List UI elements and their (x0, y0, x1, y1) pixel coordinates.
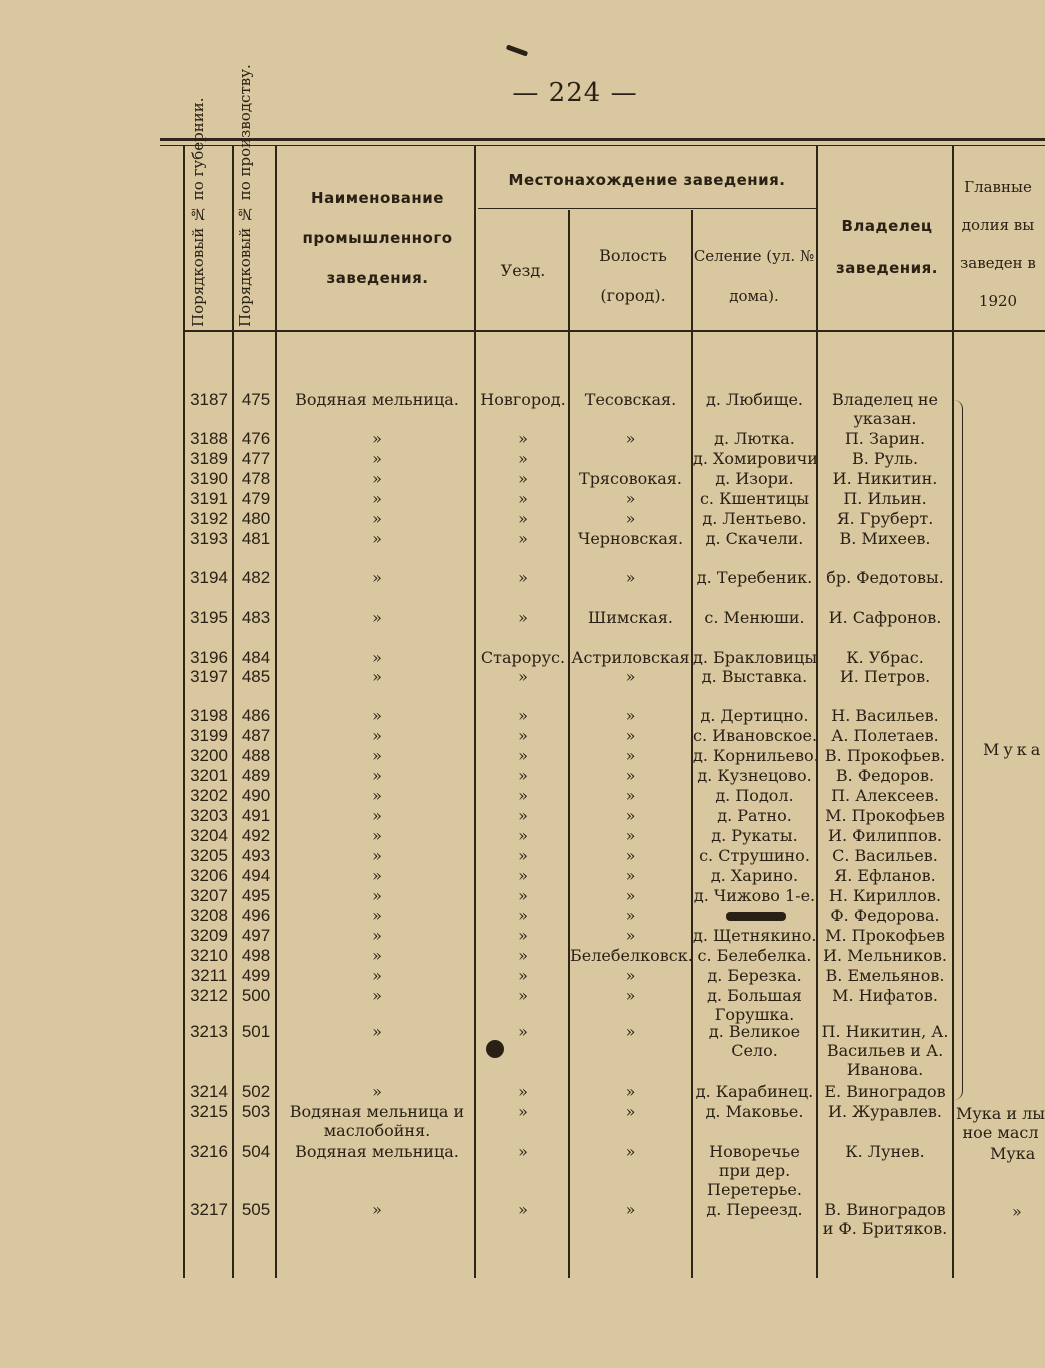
cell-prod: 487 (241, 726, 271, 745)
cell-prod: 496 (241, 906, 271, 925)
cell-gub: 3187 (190, 390, 228, 409)
header-col-name: Наименование промышленного заведения. (302, 189, 453, 287)
cell-selenie: д. Подол. (715, 786, 794, 805)
cell-name: Водяная мельница и маслобойня. (289, 1102, 465, 1140)
cell-volost: » (625, 846, 636, 865)
cell-uezd: » (518, 966, 528, 985)
cell-volost: » (625, 706, 636, 725)
cell-selenie: д. Бракловицы (693, 648, 818, 667)
cell-uezd: » (518, 946, 528, 965)
cell-prod: 502 (241, 1082, 271, 1101)
cell-selenie: д. Хомировичи (693, 449, 818, 468)
cell-gub: 3192 (190, 509, 228, 528)
cell-owner: И. Сафронов. (828, 608, 942, 627)
cell-selenie: д. Чижово 1-е. (693, 886, 816, 905)
cell-volost: Тесовская. (584, 390, 677, 409)
cell-gub: 3189 (190, 449, 228, 468)
cell-owner: Владелец не указан. (832, 390, 938, 428)
cell-prod: 483 (241, 608, 271, 627)
cell-gub: 3201 (190, 766, 228, 785)
cell-name: » (372, 568, 382, 587)
cell-name: » (372, 429, 382, 448)
cell-gub: 3208 (190, 906, 228, 925)
cell-selenie: с. Белебелка. (697, 946, 812, 965)
cell-name: » (372, 1082, 382, 1101)
ink-mark (506, 44, 528, 56)
cell-owner: И. Журавлев. (827, 1102, 943, 1121)
cell-selenie: д. Изори. (715, 469, 794, 488)
cell-owner: Ф. Федорова. (830, 906, 940, 925)
header-col-location: Местонахождение заведения. (508, 171, 786, 189)
cell-name: » (372, 726, 382, 745)
cell-prod: 484 (241, 648, 271, 667)
cell-name: » (372, 826, 382, 845)
cell-uezd: » (518, 746, 528, 765)
cell-gub: 3194 (190, 568, 228, 587)
cell-volost: Черновская. (577, 529, 684, 548)
cell-selenie: д. Лентьево. (702, 509, 807, 528)
cell-uezd: » (518, 786, 528, 805)
cell-prod: 482 (241, 568, 271, 587)
cell-name: » (372, 846, 382, 865)
cell-volost: » (625, 1022, 636, 1041)
cell-name: » (372, 469, 382, 488)
cell-gub: 3210 (190, 946, 228, 965)
cell-owner: Н. Васильев. (831, 706, 939, 725)
cell-owner: И. Никитин. (832, 469, 938, 488)
cell-owner: бр. Федотовы. (826, 568, 944, 587)
cell-owner: В. Прокофьев. (824, 746, 946, 765)
cell-volost: » (625, 1142, 636, 1161)
cell-name: » (372, 706, 382, 725)
cell-uezd: » (518, 429, 528, 448)
header-col-owner: Владелец заведения. (836, 217, 938, 277)
cell-selenie: д. Корнильево. (693, 746, 819, 765)
cell-volost: » (625, 726, 636, 745)
cell-selenie: д. Теребеник. (696, 568, 813, 587)
cell-name: » (372, 746, 382, 765)
top-rule-2 (160, 145, 1045, 146)
cell-uezd: » (518, 846, 528, 865)
cell-name: » (372, 926, 382, 945)
cell-gub: 3209 (190, 926, 228, 945)
cell-owner: Я. Ефланов. (834, 866, 936, 885)
cell-uezd: » (518, 608, 528, 627)
cell-gub: 3203 (190, 806, 228, 825)
cell-gub: 3199 (190, 726, 228, 745)
cell-selenie: д. Кузнецово. (697, 766, 812, 785)
cell-selenie: д. Ратно. (717, 806, 792, 825)
ink-spot (486, 1040, 504, 1058)
cell-selenie: с. Менюши. (704, 608, 805, 627)
cell-name: » (372, 608, 382, 627)
cell-uezd: » (518, 449, 528, 468)
products-group-main: Мука (983, 740, 1045, 759)
cell-name: » (372, 946, 382, 965)
cell-gub: 3191 (190, 489, 228, 508)
cell-uezd: » (518, 826, 528, 845)
cell-volost: » (625, 886, 636, 905)
cell-selenie: д. Большая Горушка. (707, 986, 802, 1024)
products-row-3217: » (1012, 1202, 1022, 1221)
cell-name: » (372, 966, 382, 985)
cell-name: » (372, 509, 382, 528)
cell-selenie: с. Кшентицы (699, 489, 810, 508)
cell-gub: 3207 (190, 886, 228, 905)
cell-selenie: д. Рукаты. (711, 826, 798, 845)
header-col-selenie: Селение (ул. № дома). (693, 247, 815, 305)
cell-prod: 488 (241, 746, 271, 765)
cell-volost: » (625, 429, 636, 448)
cell-uezd: Старорус. (480, 648, 566, 667)
cell-gub: 3200 (190, 746, 228, 765)
cell-name: » (372, 449, 382, 468)
cell-owner: Е. Виноградов (824, 1082, 946, 1101)
cell-uezd: » (518, 726, 528, 745)
cell-uezd: » (518, 886, 528, 905)
cell-prod: 491 (241, 806, 271, 825)
cell-volost: » (625, 1102, 636, 1121)
cell-owner: М. Прокофьев (825, 926, 945, 945)
cell-selenie: д. Лютка. (714, 429, 795, 448)
cell-selenie: д. Щетнякино. (693, 926, 817, 945)
cell-owner: Н. Кириллов. (828, 886, 942, 905)
cell-volost: » (625, 906, 636, 925)
cell-uezd: » (518, 906, 528, 925)
cell-gub: 3216 (190, 1142, 228, 1161)
cell-owner: И. Петров. (839, 667, 931, 686)
products-row-3215: Мука и лы ное масл (955, 1104, 1045, 1142)
cell-selenie: д. Харино. (710, 866, 799, 885)
page-number: — 224 — (512, 78, 638, 108)
cell-prod: 498 (241, 946, 271, 965)
cell-owner: К. Лунев. (845, 1142, 925, 1161)
cell-prod: 490 (241, 786, 271, 805)
cell-gub: 3197 (190, 667, 228, 686)
cell-uezd: » (518, 1082, 528, 1101)
cell-name: » (372, 489, 382, 508)
col-line-4 (474, 146, 476, 1278)
top-rule (160, 138, 1045, 141)
cell-owner: Я. Груберт. (836, 509, 934, 528)
cell-volost: » (625, 986, 636, 1005)
cell-gub: 3205 (190, 846, 228, 865)
cell-uezd: » (518, 926, 528, 945)
cell-uezd: » (518, 489, 528, 508)
cell-owner: П. Зарин. (844, 429, 926, 448)
cell-owner: П. Алексеев. (831, 786, 939, 805)
cell-volost: Астриловская (571, 648, 690, 667)
cell-owner: И. Мельников. (823, 946, 947, 965)
cell-uezd: » (518, 1102, 528, 1121)
col-line-2 (232, 146, 234, 1278)
cell-name: » (372, 906, 382, 925)
cell-gub: 3193 (190, 529, 228, 548)
cell-owner: П. Никитин, А. Васильев и А. Иванова. (821, 1022, 949, 1079)
cell-gub: 3195 (190, 608, 228, 627)
cell-uezd: » (518, 766, 528, 785)
cell-gub: 3214 (190, 1082, 228, 1101)
products-bracket (954, 400, 963, 1100)
cell-owner: В. Емельянов. (825, 966, 945, 985)
cell-gub: 3217 (190, 1200, 228, 1219)
cell-prod: 495 (241, 886, 271, 905)
cell-prod: 493 (241, 846, 271, 865)
cell-name: » (372, 866, 382, 885)
cell-gub: 3206 (190, 866, 228, 885)
cell-prod: 479 (241, 489, 271, 508)
cell-name: Водяная мельница. (295, 1142, 459, 1161)
cell-owner: В. Руль. (851, 449, 919, 468)
cell-prod: 497 (241, 926, 271, 945)
cell-prod: 504 (241, 1142, 271, 1161)
cell-volost: » (625, 866, 636, 885)
cell-volost: » (625, 568, 636, 587)
header-col-volost: Волость (город). (599, 246, 667, 305)
cell-volost: » (625, 667, 636, 686)
cell-prod: 476 (241, 429, 271, 448)
cell-selenie: д. Выставка. (701, 667, 808, 686)
cell-uezd: » (518, 509, 528, 528)
cell-volost: » (625, 746, 636, 765)
cell-name: » (372, 986, 382, 1005)
cell-selenie: д. Дертицно. (700, 706, 809, 725)
cell-prod: 503 (241, 1102, 271, 1121)
location-subheader-rule (478, 208, 816, 209)
cell-prod: 478 (241, 469, 271, 488)
cell-selenie: с. Струшино. (699, 846, 810, 865)
cell-prod: 494 (241, 866, 271, 885)
cell-selenie: д. Переезд. (706, 1200, 803, 1219)
cell-volost: » (625, 1200, 636, 1219)
cell-prod: 481 (241, 529, 271, 548)
cell-owner: В. Михеев. (839, 529, 931, 548)
cell-uezd: » (518, 568, 528, 587)
cell-prod: 505 (241, 1200, 271, 1219)
cell-owner: С. Васильев. (832, 846, 938, 865)
cell-uezd: » (518, 1142, 528, 1161)
cell-gub: 3211 (190, 966, 228, 985)
cell-owner: К. Убрас. (846, 648, 924, 667)
cell-gub: 3204 (190, 826, 228, 845)
cell-name: » (372, 786, 382, 805)
ink-smudge (726, 912, 786, 921)
cell-volost: » (625, 509, 636, 528)
cell-owner: М. Нифатов. (832, 986, 938, 1005)
cell-selenie: д. Березка. (707, 966, 802, 985)
cell-gub: 3196 (190, 648, 228, 667)
cell-selenie: Новоречье при дер. Перетерье. (707, 1142, 802, 1199)
cell-volost: » (625, 826, 636, 845)
cell-volost: » (625, 806, 636, 825)
cell-prod: 477 (241, 449, 271, 468)
cell-prod: 500 (241, 986, 271, 1005)
header-col-uezd: Уезд. (500, 261, 546, 280)
cell-volost: Шимская. (587, 608, 674, 627)
cell-uezd: » (518, 1200, 528, 1219)
cell-selenie: д. Любище. (705, 390, 804, 409)
cell-gub: 3213 (190, 1022, 228, 1041)
cell-selenie: д. Скачели. (705, 529, 804, 548)
cell-prod: 480 (241, 509, 271, 528)
cell-uezd: » (518, 986, 528, 1005)
header-col-products: Главные долия вы заведен в 1920 (960, 178, 1036, 310)
cell-name: » (372, 1200, 382, 1219)
header-col-gub: Порядковый № по губернии. (189, 97, 207, 327)
cell-uezd: » (518, 866, 528, 885)
cell-volost: » (625, 786, 636, 805)
cell-selenie: с. Ивановское. (693, 726, 818, 745)
header-col-prod: Порядковый № по производству. (236, 64, 254, 327)
cell-selenie: д. Маковье. (705, 1102, 804, 1121)
cell-gub: 3212 (190, 986, 228, 1005)
cell-gub: 3215 (190, 1102, 228, 1121)
cell-owner: П. Ильин. (843, 489, 927, 508)
cell-volost: » (625, 1082, 636, 1101)
products-row-3216: Мука (990, 1144, 1036, 1163)
cell-gub: 3190 (190, 469, 228, 488)
cell-uezd: » (518, 706, 528, 725)
cell-gub: 3202 (190, 786, 228, 805)
cell-volost: » (625, 489, 636, 508)
cell-name: » (372, 806, 382, 825)
cell-name: » (372, 886, 382, 905)
cell-uezd: » (518, 1022, 528, 1041)
cell-volost: Белебелковск. (570, 946, 693, 965)
cell-name: » (372, 766, 382, 785)
cell-prod: 475 (241, 390, 271, 409)
cell-name: » (372, 1022, 382, 1041)
cell-name: Водяная мельница. (295, 390, 459, 409)
cell-gub: 3198 (190, 706, 228, 725)
cell-uezd: » (518, 529, 528, 548)
cell-selenie: д. Карабинец. (695, 1082, 814, 1101)
cell-owner: В. Федоров. (835, 766, 935, 785)
cell-owner: М. Прокофьев (825, 806, 945, 825)
cell-owner: А. Полетаев. (831, 726, 939, 745)
cell-prod: 501 (241, 1022, 271, 1041)
cell-volost: Трясовокая. (579, 469, 682, 488)
cell-volost: » (625, 966, 636, 985)
cell-owner: В. Виноградов и Ф. Бритяков. (822, 1200, 948, 1238)
cell-prod: 486 (241, 706, 271, 725)
cell-uezd: » (518, 806, 528, 825)
cell-uezd: Новгород. (480, 390, 566, 409)
cell-prod: 485 (241, 667, 271, 686)
cell-prod: 489 (241, 766, 271, 785)
cell-volost: » (625, 926, 636, 945)
cell-prod: 499 (241, 966, 271, 985)
cell-selenie: д. Великое Село. (708, 1022, 801, 1060)
cell-owner: И. Филиппов. (828, 826, 942, 845)
cell-uezd: » (518, 469, 528, 488)
header-bottom-rule (183, 330, 1045, 332)
cell-name: » (372, 529, 382, 548)
col-line-1 (183, 146, 185, 1278)
cell-prod: 492 (241, 826, 271, 845)
cell-volost: » (625, 766, 636, 785)
cell-gub: 3188 (190, 429, 228, 448)
cell-name: » (372, 648, 382, 667)
cell-uezd: » (518, 667, 528, 686)
cell-name: » (372, 667, 382, 686)
